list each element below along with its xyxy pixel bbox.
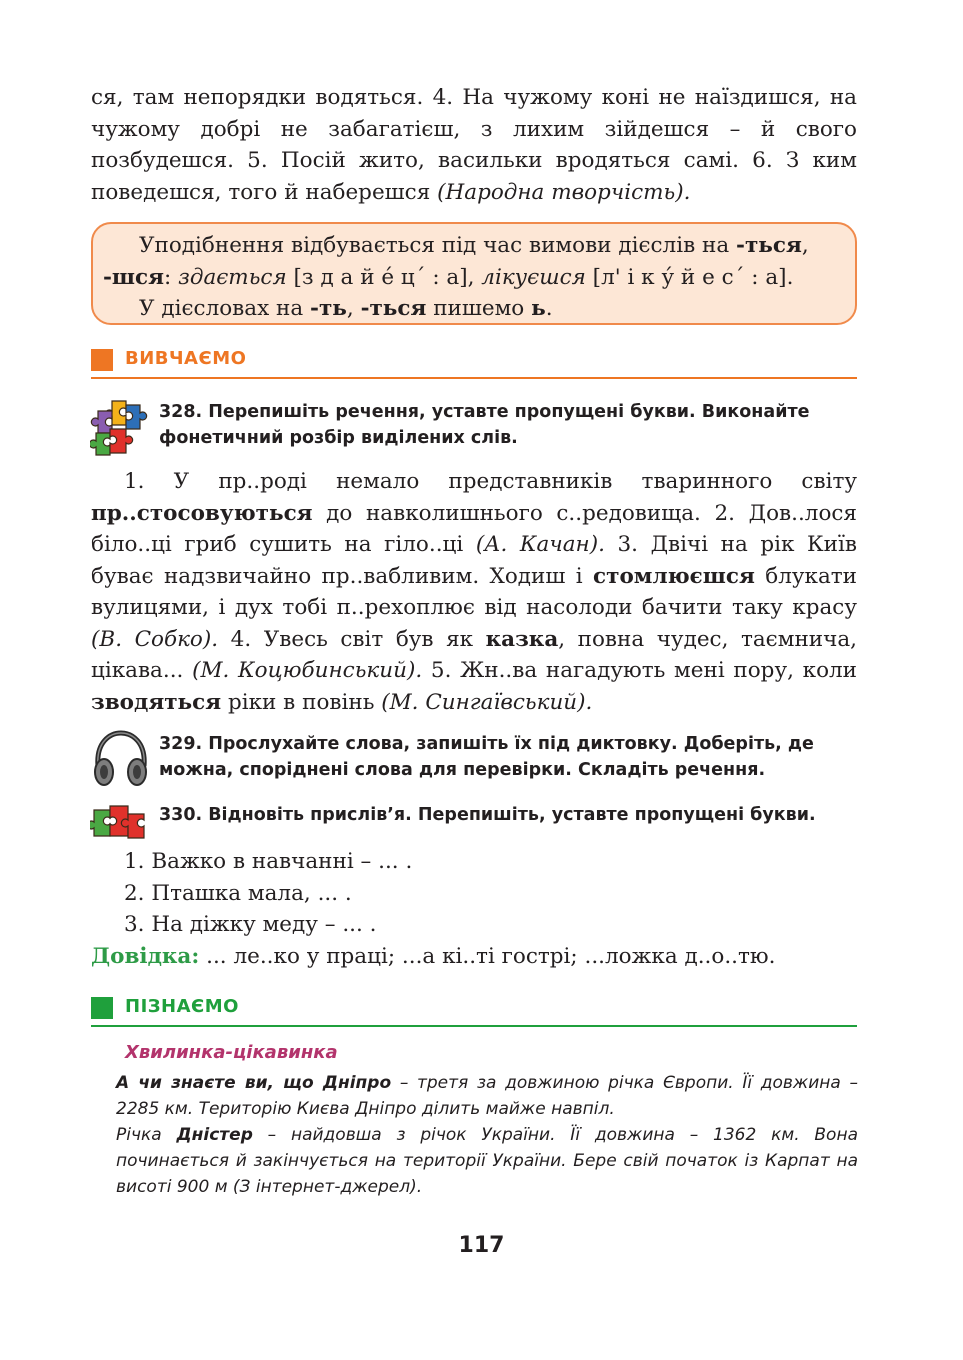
t328-part7: 5. Жн..ва нагадують мені пору, коли: [422, 658, 858, 683]
rule-line1: Уподібнення відбувається під час вимови дієслів на: [139, 233, 737, 258]
proverb-item: 3. На діжку меду – ... .: [124, 912, 377, 937]
rule-example2: лікуєшся: [481, 264, 586, 290]
puzzle-icon: [90, 800, 152, 844]
intro-text: ся, там непорядки водяться. 4. На чужому коні не наїздишся, на чужому добрі не забагатієш, з лихим зійдешся – й свого позбудешся. 5. Посій жито, васильки вродяться самі. 6. З ким поведешся, того й наберешся: [91, 85, 857, 205]
task-330-text: Відновіть прислів’я. Перепишіть, уставте пропущені букви.: [208, 805, 816, 825]
fact-p1-text: – третя за довжиною річка Європи. Її довжина – 2285 км. Територію Києва Дніпро ділить майже навпіл.: [116, 1073, 858, 1119]
rule-ending-tsya2: -ться: [360, 296, 427, 321]
section-title-discover: ПІЗНАЄМО: [125, 996, 239, 1017]
t328-part6: , повна чудес, таємнича, цікава...: [91, 626, 857, 683]
t328-source1: (А. Качан).: [475, 532, 605, 557]
task-328-text: Перепишіть речення, уставте пропущені букви. Виконайте фонетичний розбір виділених слів.: [159, 402, 810, 448]
rule-example1: здається: [178, 264, 287, 290]
hint-label: Довідка:: [91, 943, 200, 969]
task-328-number: 328.: [159, 402, 203, 422]
task-329-text: Прослухайте слова, запишіть їх під диктовку. Доберіть, де можна, споріднені слова для перевірки. Складіть речення.: [159, 734, 814, 780]
orange-square-icon: [91, 349, 113, 371]
task-328: [159, 399, 859, 451]
t328-part4: блукати вулицями, і дух тобі п..рехоплює від насолоди бачити таку красу: [91, 563, 857, 620]
t328-bold2: стомлюєшся: [593, 563, 755, 589]
t328-source2: (В. Собко).: [91, 626, 219, 652]
task-329-number: 329.: [159, 734, 203, 754]
rule-end: .: [545, 296, 553, 321]
t328-bold3: казка: [485, 626, 559, 652]
t328-part2: до навколишнього с..редовища. 2. Дов..лося біло..ці гриб сушить на гіло..ці: [91, 500, 857, 557]
rule-comma: ,: [801, 233, 809, 258]
task-328-body: [91, 466, 857, 718]
section-heading-discover: [91, 997, 857, 1027]
rule-mid: пишемо: [426, 296, 532, 321]
rule-transcription1: [з д а й е́ ц´ : а],: [286, 264, 482, 290]
task-329: [159, 731, 859, 783]
fact-p2-text: – найдовша з річок України. Її довжина – 1362 км. Вона починається й закінчується на території України. Бере свій початок із Карпат на висоті 900 м (З інтернет-джерел).: [116, 1125, 858, 1197]
rule-ending-tsya: -ться: [736, 233, 802, 258]
t328-part3: 3. Двічі на рік Київ буває надзвичайно пр..вабливим. Ходиш і: [91, 532, 857, 589]
rule-transcription2: [л' і к у́ й е с´ : а].: [585, 264, 794, 290]
rule-soft-sign: ь: [531, 296, 546, 321]
fact-p2-bold: Дністер: [176, 1125, 253, 1145]
section-divider-discover: [91, 1025, 857, 1027]
rule-sep: ,: [346, 296, 361, 321]
hint-text: ... ле..ко у праці; ...а кі..ті гострі; ...ложка д..о..тю.: [199, 943, 776, 969]
intro-paragraph: [91, 82, 857, 208]
section-divider-learn: [91, 377, 857, 379]
section-heading-learn: [91, 349, 857, 379]
t328-part5: 4. Увесь світ був як: [218, 626, 486, 652]
t328-part1: 1. У пр..роді немало представників тваринного світу: [124, 469, 857, 494]
puzzle-icon: [90, 397, 150, 459]
proverb-item: 2. Пташка мала, ... .: [124, 880, 352, 906]
t328-source4: (М. Сингаївський).: [381, 689, 593, 715]
intro-source: (Народна творчість).: [437, 179, 691, 205]
task-330-number: 330.: [159, 805, 203, 825]
proverb-item: 1. Важко в навчанні – ... .: [124, 849, 413, 874]
fact-block: [116, 1040, 858, 1200]
task-330-list: [91, 846, 857, 972]
green-square-icon: [91, 997, 113, 1019]
rule-line3: У дієсловах на: [139, 296, 311, 321]
t328-bold4: зводяться: [91, 689, 222, 715]
fact-p1-bold: А чи знаєте ви, що Дніпро: [116, 1073, 392, 1093]
headphones-icon: [90, 728, 152, 788]
rule-ending-t: -ть: [310, 296, 347, 321]
section-title-learn: ВИВЧАЄМО: [125, 348, 247, 369]
rule-box: [91, 222, 857, 325]
t328-source3: (М. Коцюбинський).: [192, 658, 423, 683]
rule-colon: :: [164, 264, 179, 290]
t328-bold1: пр..стосовуються: [91, 500, 313, 526]
page-number: 117: [458, 1233, 505, 1258]
task-330: [159, 802, 859, 828]
fact-heading: Хвилинка-цікавинка: [125, 1042, 338, 1063]
t328-part8: ріки в повінь: [221, 689, 382, 715]
rule-ending-shsya: -шся: [103, 264, 165, 290]
fact-p2-a: Річка: [116, 1125, 177, 1145]
